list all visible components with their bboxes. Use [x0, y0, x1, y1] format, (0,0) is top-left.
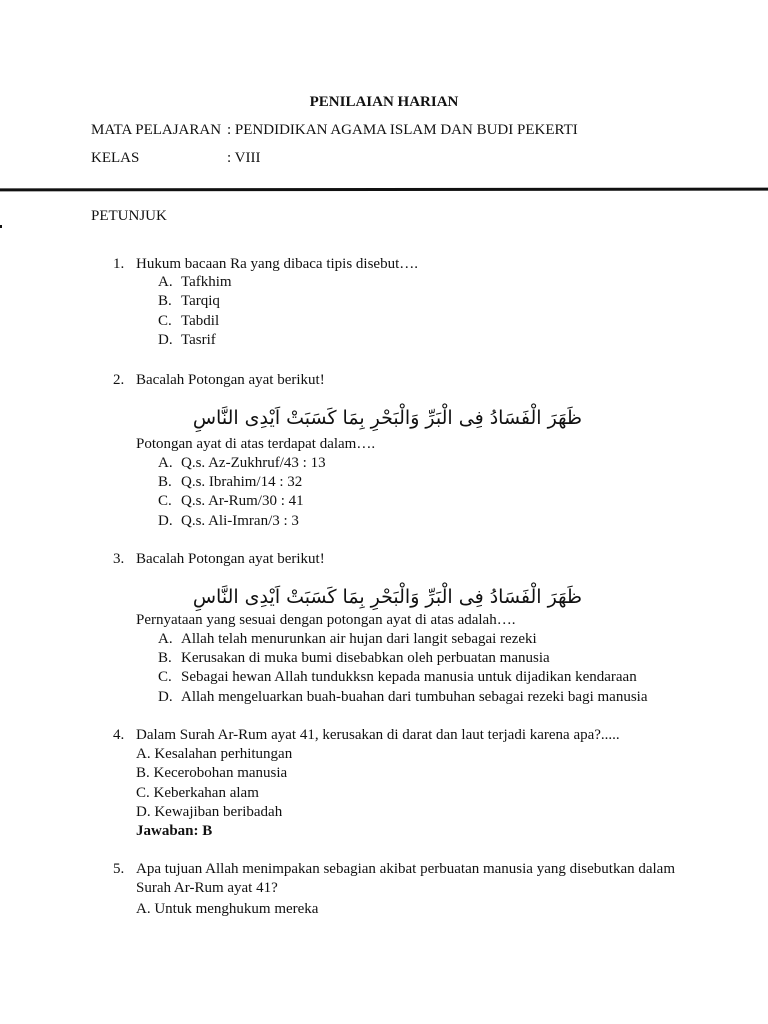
- instructions-heading: PETUNJUK: [91, 208, 167, 224]
- class-label: KELAS: [91, 150, 140, 166]
- question-2-number: 2.: [113, 372, 125, 388]
- q4-option-c: C. Keberkahan alam: [136, 785, 259, 801]
- q2-option-b: B. Q.s. Ibrahim/14 : 32: [158, 474, 303, 490]
- q5-option-a: A. Untuk menghukum mereka: [136, 901, 319, 917]
- q4-option-a: A. Kesalahan perhitungan: [136, 746, 293, 762]
- q1-option-c: C. Tabdil: [158, 313, 220, 329]
- q1-option-a: A. Tafkhim: [158, 274, 232, 290]
- question-4-text: Dalam Surah Ar-Rum ayat 41, kerusakan di darat dan laut terjadi karena apa?.....: [136, 727, 620, 743]
- question-1-number: 1.: [113, 256, 125, 272]
- question-5-text-line2: Surah Ar-Rum ayat 41?: [136, 880, 278, 896]
- q3-option-a: A. Allah telah menurunkan air hujan dari langit sebagai rezeki: [158, 631, 537, 647]
- q2-option-d: D. Q.s. Ali-Imran/3 : 3: [158, 513, 299, 529]
- page-title: PENILAIAN HARIAN: [309, 94, 459, 110]
- q4-option-b: B. Kecerobohan manusia: [136, 765, 288, 781]
- subject-label: MATA PELAJARAN: [91, 122, 222, 138]
- question-4-number: 4.: [113, 727, 125, 743]
- margin-mark: [0, 225, 2, 228]
- q1-option-d: D. Tasrif: [158, 332, 216, 348]
- q2-option-a: A. Q.s. Az-Zukhruf/43 : 13: [158, 455, 326, 471]
- q4-answer: Jawaban: B: [136, 823, 213, 839]
- q3-option-c: C. Sebagai hewan Allah tundukksn kepada manusia untuk dijadikan kendaraan: [158, 669, 637, 685]
- question-5-number: 5.: [113, 861, 125, 877]
- arabic-verse-1: ظَهَرَ الْفَسَادُ فِى الْبَرِّ وَالْبَحْرِ بِمَا كَسَبَتْ اَيْدِى النَّاسِ: [192, 407, 582, 429]
- q4-option-d: D. Kewajiban beribadah: [136, 804, 283, 820]
- question-3-text: Bacalah Potongan ayat berikut!: [136, 551, 325, 567]
- arabic-verse-2: ظَهَرَ الْفَسَادُ فِى الْبَرِّ وَالْبَحْرِ بِمَا كَسَبَتْ اَيْدِى النَّاسِ: [192, 586, 582, 608]
- header-divider: [0, 188, 768, 192]
- subject-value: : PENDIDIKAN AGAMA ISLAM DAN BUDI PEKERTI: [227, 122, 578, 138]
- q3-option-b: B. Kerusakan di muka bumi disebabkan oleh perbuatan manusia: [158, 650, 550, 666]
- q3-option-d: D. Allah mengeluarkan buah-buahan dari tumbuhan sebagai rezeki bagi manusia: [158, 689, 648, 705]
- question-3-prompt: Pernyataan yang sesuai dengan potongan ayat di atas adalah….: [136, 612, 516, 628]
- q1-option-b: B. Tarqiq: [158, 293, 220, 309]
- question-1-text: Hukum bacaan Ra yang dibaca tipis disebut….: [136, 256, 419, 272]
- question-5-text-line1: Apa tujuan Allah menimpakan sebagian akibat perbuatan manusia yang disebutkan dalam: [136, 861, 676, 877]
- question-2-text: Bacalah Potongan ayat berikut!: [136, 372, 325, 388]
- question-2-prompt: Potongan ayat di atas terdapat dalam….: [136, 436, 376, 452]
- question-3-number: 3.: [113, 551, 125, 567]
- q2-option-c: C. Q.s. Ar-Rum/30 : 41: [158, 493, 304, 509]
- class-value: : VIII: [227, 150, 261, 166]
